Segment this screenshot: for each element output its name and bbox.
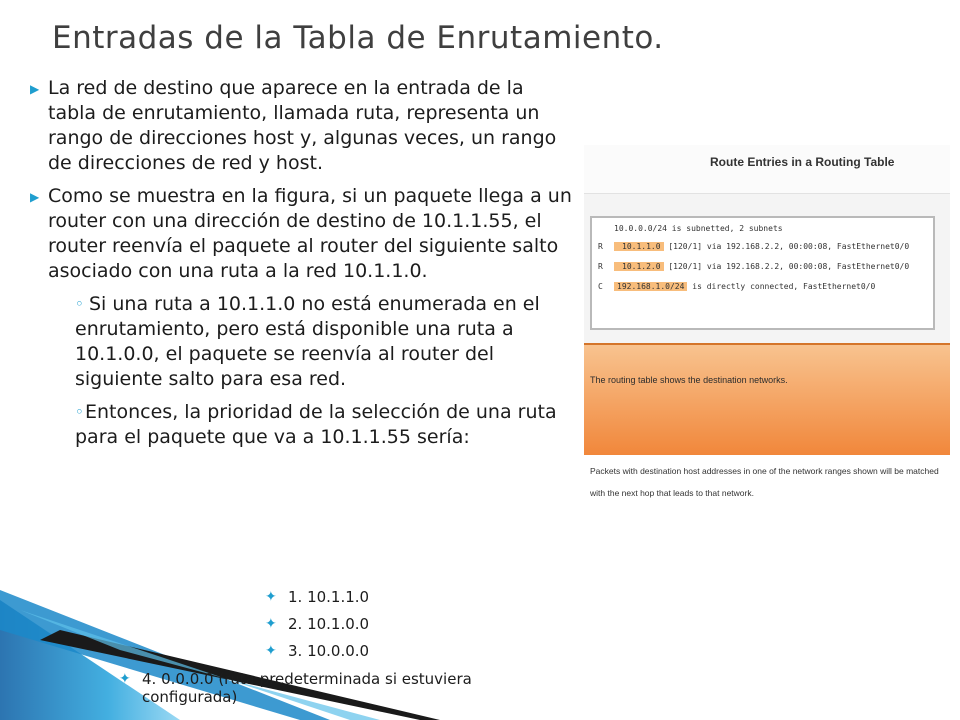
- bullet-1: [25, 76, 575, 176]
- route-details: [120/1] via 192.168.2.2, 00:00:08, FastEthernet0/0: [668, 242, 910, 251]
- table-row: [598, 242, 909, 251]
- route-code: R: [598, 262, 603, 271]
- route-network: 192.168.1.0/24: [614, 282, 687, 291]
- route-network: 10.1.2.0: [614, 262, 664, 271]
- circle-bullet-icon: ◦: [75, 295, 84, 313]
- routing-table-figure: [584, 145, 950, 520]
- table-row: [598, 282, 875, 291]
- priority-item-3-text: 3. 10.0.0.0: [288, 642, 370, 660]
- priority-item-4: [119, 670, 562, 706]
- diamond-bullet-icon: ✦: [119, 671, 131, 687]
- priority-item-1: [265, 588, 370, 606]
- triangle-right-icon: ▶: [30, 190, 40, 204]
- circle-bullet-icon: ◦: [75, 403, 84, 421]
- priority-item-4-text: 4. 0.0.0.0 (ruta predeterminada si estuviera configurada): [142, 670, 472, 706]
- diamond-bullet-icon: ✦: [265, 643, 277, 659]
- figure-title: Route Entries in a Routing Table: [710, 155, 895, 169]
- route-network: 10.1.1.0: [614, 242, 664, 251]
- priority-item-3: [265, 642, 370, 660]
- route-code: C: [598, 282, 603, 291]
- table-header-line: 10.0.0.0/24 is subnetted, 2 subnets: [614, 224, 783, 233]
- figure-note: Packets with destination host addresses in one of the network ranges shown will be matched with the next hop that leads to that network.: [590, 466, 939, 498]
- bullet-1-text: La red de destino que aparece en la entrada de la tabla de enrutamiento, llamada ruta, representa un rango de direcciones host y, algunas veces, un rango de direcciones de red y host.: [48, 77, 557, 174]
- bullet-2-text: Como se muestra en la figura, si un paquete llega a un router con una dirección de destino de 10.1.1.55, el router reenvía el paquete al router del siguiente salto asociado con una ruta a la red 10.1.1.0.: [48, 185, 572, 282]
- subbullet-2-text: Entonces, la prioridad de la selección de una ruta para el paquete que va a 10.1.1.55 sería:: [75, 401, 557, 448]
- subbullet-1: [25, 292, 575, 392]
- priority-item-1-text: 1. 10.1.1.0: [288, 588, 370, 606]
- diamond-bullet-icon: ✦: [265, 589, 277, 605]
- priority-item-2-text: 2. 10.1.0.0: [288, 615, 370, 633]
- figure-caption: The routing table shows the destination networks.: [590, 375, 788, 385]
- subbullet-1-text: Si una ruta a 10.1.1.0 no está enumerada en el enrutamiento, pero está disponible una ruta a 10.1.0.0, el paquete se reenvía al router del siguiente salto para esa red.: [75, 293, 540, 390]
- triangle-right-icon: ▶: [30, 82, 40, 96]
- route-details: is directly connected, FastEthernet0/0: [692, 282, 876, 291]
- table-row: [598, 262, 909, 271]
- bullet-2: [25, 184, 575, 284]
- caption-banner: [584, 343, 950, 455]
- figure-header: [584, 145, 950, 193]
- diamond-bullet-icon: ✦: [265, 616, 277, 632]
- route-details: [120/1] via 192.168.2.2, 00:00:08, FastEthernet0/0: [668, 262, 910, 271]
- route-code: R: [598, 242, 603, 251]
- subbullet-2: [25, 400, 575, 450]
- routing-table-output: [590, 216, 935, 330]
- priority-item-2: [265, 615, 370, 633]
- slide-body: [25, 76, 575, 458]
- slide-title: Entradas de la Tabla de Enrutamiento.: [52, 20, 664, 56]
- figure-frame: [584, 193, 950, 344]
